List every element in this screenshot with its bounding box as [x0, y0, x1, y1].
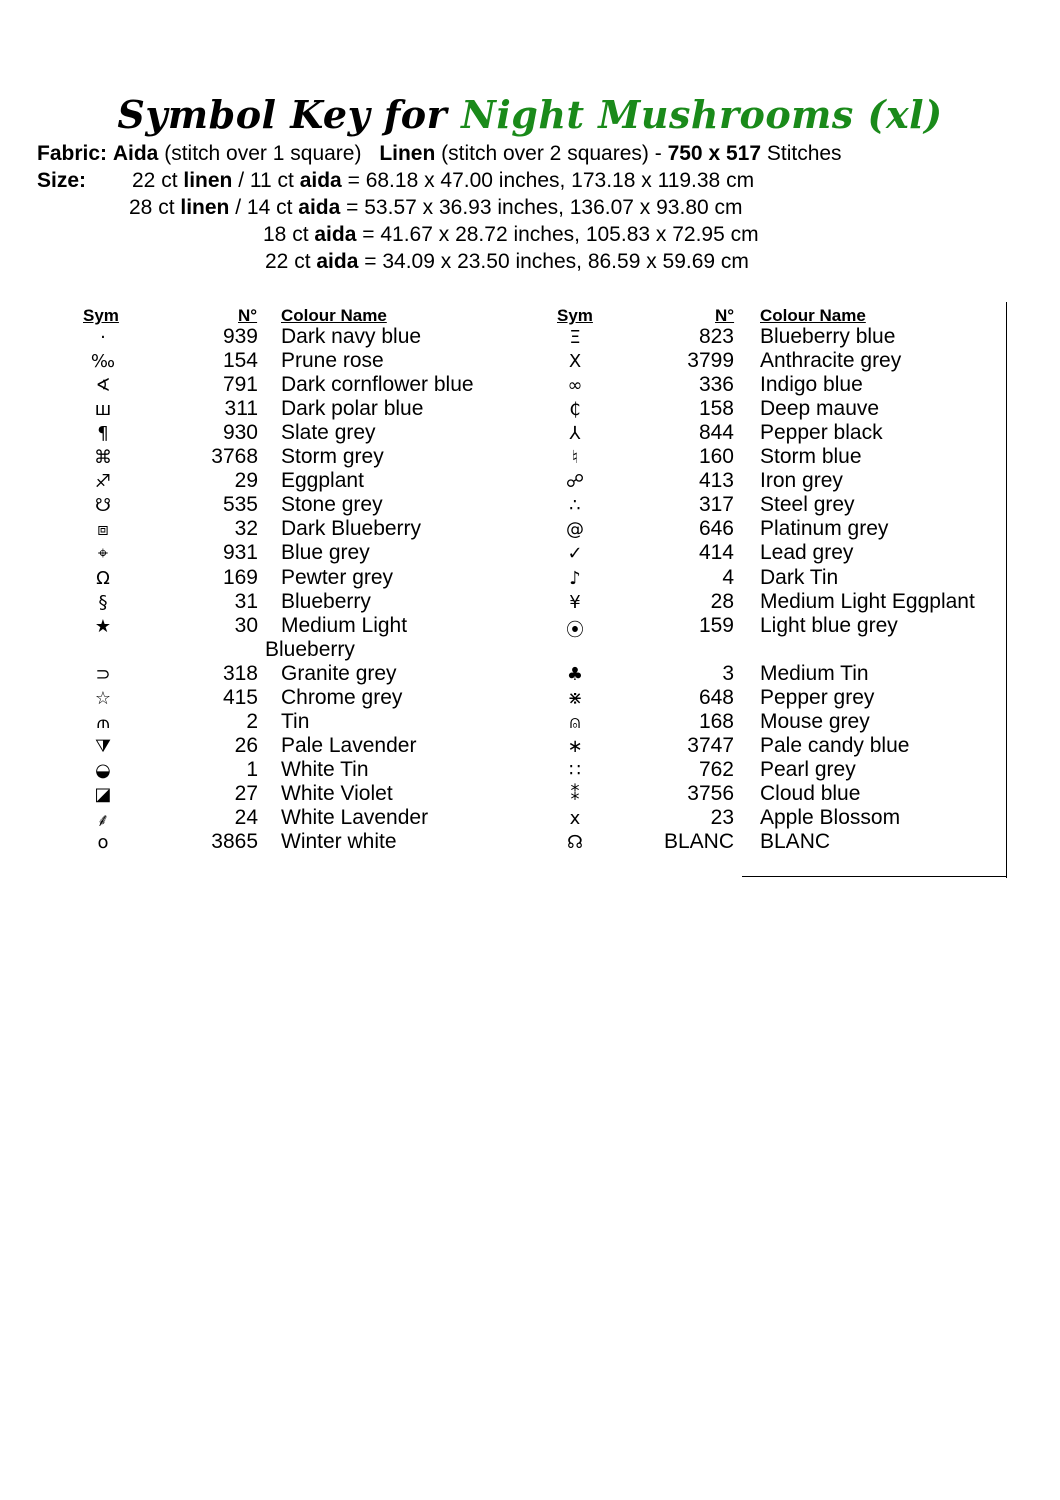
cross-stitch-symbol: ∴: [569, 495, 581, 517]
left-header-num: N°: [238, 306, 258, 325]
size-row-1-lead: 22 ct: [132, 169, 178, 192]
colour-name: Dark cornflower blue: [281, 373, 474, 397]
size-row-1-dims: = 68.18 x 47.00 inches, 173.18 x 119.38 cm: [347, 169, 755, 192]
floss-number: 414: [698, 541, 734, 565]
right-header-num: N°: [715, 306, 735, 325]
floss-number: 27: [234, 781, 258, 805]
colour-name: Steel grey: [760, 493, 855, 517]
floss-number: 29: [234, 469, 258, 493]
stitches-word: Stitches: [766, 142, 842, 165]
floss-number: 3865: [211, 830, 258, 854]
cross-stitch-symbol: Ⅹ: [568, 351, 582, 373]
floss-number: 415: [222, 685, 258, 709]
colour-name: White Violet: [281, 781, 393, 805]
colour-name: Granite grey: [281, 661, 397, 685]
right-header-name: Colour Name: [760, 306, 866, 325]
colour-name: Pearl grey: [760, 757, 856, 781]
floss-number: 535: [222, 493, 258, 517]
size-row-3-dims: = 41.67 x 28.72 inches, 105.83 x 72.95 cm: [362, 223, 759, 246]
floss-number: 28: [710, 589, 734, 613]
size-row-1: [132, 169, 754, 193]
floss-number: 318: [222, 661, 258, 685]
colour-name: Pepper black: [760, 421, 883, 445]
size-row-4-lead: 22 ct: [265, 250, 311, 273]
cross-stitch-symbol: ⸙: [96, 810, 110, 831]
table-bottom-border: [742, 876, 1007, 877]
colour-name: Pale Lavender: [281, 733, 417, 757]
colour-name: Storm grey: [281, 445, 384, 469]
floss-number: 2: [246, 709, 258, 733]
colour-name: Platinum grey: [760, 517, 889, 541]
colour-name: Pale candy blue: [760, 733, 910, 757]
cross-stitch-symbol: ¥: [569, 591, 581, 613]
cross-stitch-symbol: ∷: [569, 759, 581, 781]
colour-name: Stone grey: [281, 493, 383, 517]
size-row-1-mid: / 11 ct: [238, 169, 294, 192]
colour-name: Cloud blue: [760, 781, 861, 805]
colour-name: Indigo blue: [760, 373, 863, 397]
floss-number: 30: [234, 613, 258, 637]
floss-number: 3: [722, 661, 734, 685]
colour-name: Eggplant: [281, 469, 364, 493]
cross-stitch-symbol: ‰: [90, 351, 116, 373]
fabric-aida-note: (stitch over 1 square): [164, 142, 362, 165]
fabric-label: Fabric:: [37, 142, 108, 165]
colour-name: Medium Light: [281, 613, 408, 637]
floss-number: BLANC: [663, 830, 734, 854]
floss-number: 931: [222, 541, 258, 565]
colour-name: White Tin: [281, 757, 369, 781]
colour-name: Iron grey: [760, 469, 843, 493]
fabric-aida: Aida: [112, 142, 159, 165]
cross-stitch-symbol: ★: [94, 615, 112, 637]
fabric-linen-note: (stitch over 2 squares) -: [441, 142, 662, 165]
colour-name-continued: Blueberry: [265, 637, 355, 661]
fabric-linen: Linen: [379, 142, 436, 165]
colour-name: Anthracite grey: [760, 349, 902, 373]
cross-stitch-symbol: ♣: [566, 663, 584, 685]
cross-stitch-symbol: ☊: [567, 832, 583, 854]
colour-name: Medium Light Eggplant: [760, 589, 975, 613]
cross-stitch-symbol: ш: [94, 399, 112, 421]
colour-name: Dark polar blue: [281, 397, 424, 421]
colour-name: Pewter grey: [281, 565, 394, 589]
floss-number: 823: [698, 325, 734, 348]
floss-number: 158: [698, 397, 734, 421]
floss-number: 169: [222, 565, 258, 589]
title-prefix: Symbol Key for: [117, 92, 448, 137]
cross-stitch-symbol: ☆: [94, 687, 112, 709]
cross-stitch-symbol: ♮: [571, 447, 579, 469]
cross-stitch-symbol: ⧩: [94, 735, 112, 757]
cross-stitch-symbol: ⌘: [94, 447, 112, 469]
colour-name: Slate grey: [281, 421, 376, 445]
floss-number: 413: [698, 469, 734, 493]
cross-stitch-symbol: ⧈: [97, 519, 109, 541]
pattern-name: Night Mushrooms (xl): [461, 92, 943, 137]
floss-number: 154: [222, 349, 258, 373]
colour-name: Blue grey: [281, 541, 370, 565]
colour-name: Lead grey: [760, 541, 854, 565]
floss-number: 3756: [687, 781, 734, 805]
floss-number: 31: [234, 589, 258, 613]
floss-number: 159: [698, 613, 734, 637]
size-label: Size:: [37, 169, 87, 192]
stitch-count: 750 x 517: [667, 142, 762, 165]
cross-stitch-symbol: ✓: [567, 543, 583, 565]
size-row-2-lead: 28 ct: [129, 196, 175, 219]
page-title: [0, 92, 1060, 137]
cross-stitch-symbol: ∢: [95, 375, 111, 397]
cross-stitch-symbol: ⍝: [569, 711, 581, 733]
cross-stitch-symbol: ₵: [569, 399, 581, 421]
colour-name: BLANC: [760, 830, 831, 854]
cross-stitch-symbol: ∗: [567, 735, 583, 757]
size-row-4-aida: aida: [316, 250, 359, 273]
colour-name: Medium Tin: [760, 661, 869, 685]
cross-stitch-symbol: x: [569, 808, 581, 829]
colour-name: Winter white: [281, 830, 397, 854]
size-row-2-mid: / 14 ct: [235, 196, 293, 219]
colour-name: White Lavender: [281, 806, 429, 829]
colour-name: Chrome grey: [281, 685, 403, 709]
floss-number: 791: [222, 373, 258, 397]
size-row-4-dims: = 34.09 x 23.50 inches, 86.59 x 59.69 cm: [364, 250, 749, 273]
cross-stitch-symbol: ¶: [97, 423, 109, 445]
floss-number: 939: [222, 325, 258, 348]
floss-number: 317: [698, 493, 734, 517]
cross-stitch-symbol: ·: [100, 327, 106, 348]
floss-number: 3768: [211, 445, 258, 469]
colour-name: Apple Blossom: [760, 806, 901, 829]
floss-number: 24: [234, 806, 258, 829]
floss-number: 3799: [687, 349, 734, 373]
size-row-2-linen: linen: [180, 196, 230, 219]
floss-number: 336: [698, 373, 734, 397]
colour-name: Light blue grey: [760, 613, 898, 637]
cross-stitch-symbol: ⁑: [570, 783, 580, 805]
colour-name: Dark navy blue: [281, 325, 422, 348]
cross-stitch-symbol: §: [98, 591, 108, 613]
size-row-2-dims: = 53.57 x 36.93 inches, 136.07 x 93.80 cm: [346, 196, 743, 219]
cross-stitch-symbol: ⌖: [97, 543, 109, 565]
left-header-name: Colour Name: [281, 306, 387, 325]
right-header-sym: Sym: [557, 306, 593, 325]
colour-name: Prune rose: [281, 349, 384, 373]
table-right-border: [1006, 302, 1007, 878]
floss-number: 32: [234, 517, 258, 541]
floss-number: 1: [246, 757, 258, 781]
cross-stitch-symbol: ∞: [567, 375, 583, 397]
colour-name: Storm blue: [760, 445, 862, 469]
colour-name: Blueberry blue: [760, 325, 896, 348]
colour-name: Pepper grey: [760, 685, 875, 709]
size-row-3-aida: aida: [314, 223, 357, 246]
cross-stitch-symbol: @: [566, 519, 584, 541]
cross-stitch-symbol: ⊃: [95, 663, 111, 685]
colour-name: Deep mauve: [760, 397, 880, 421]
size-row-1-linen: linen: [183, 169, 233, 192]
floss-number: 844: [698, 421, 734, 445]
cross-stitch-symbol: ♐: [94, 471, 112, 493]
cross-stitch-symbol: ◪: [94, 783, 112, 805]
left-header-sym: Sym: [83, 306, 119, 325]
colour-name: Dark Blueberry: [281, 517, 422, 541]
cross-stitch-symbol: ⅄: [569, 423, 581, 445]
floss-number: 648: [698, 685, 734, 709]
floss-number: 311: [224, 397, 258, 421]
fabric-line: [37, 142, 842, 166]
cross-stitch-symbol: ⫙: [96, 711, 110, 733]
cross-stitch-symbol: ◒: [95, 759, 111, 781]
floss-number: 930: [222, 421, 258, 445]
colour-name: Dark Tin: [760, 565, 839, 589]
colour-name: Blueberry: [281, 589, 371, 613]
cross-stitch-symbol: ♪: [569, 567, 581, 589]
floss-number: 646: [698, 517, 734, 541]
size-row-2-aida: aida: [298, 196, 341, 219]
floss-number: 168: [698, 709, 734, 733]
floss-number: 4: [722, 565, 734, 589]
cross-stitch-symbol: Ω: [96, 567, 110, 589]
cross-stitch-symbol: ⋇: [567, 687, 583, 709]
colour-name: Tin: [281, 709, 310, 733]
size-row-4: [265, 250, 749, 274]
cross-stitch-symbol: ☋: [95, 495, 111, 517]
cross-stitch-symbol: ⦿: [566, 619, 584, 641]
size-row-3: [263, 223, 759, 247]
size-row-3-lead: 18 ct: [263, 223, 309, 246]
cross-stitch-symbol: Ξ: [569, 327, 581, 348]
size-row-1-aida: aida: [299, 169, 342, 192]
cross-stitch-symbol: ☍: [565, 471, 585, 493]
floss-number: 26: [234, 733, 258, 757]
floss-number: 160: [698, 445, 734, 469]
cross-stitch-symbol: o: [97, 832, 109, 854]
floss-number: 23: [710, 806, 734, 829]
size-row-2: [129, 196, 743, 220]
floss-number: 3747: [687, 733, 734, 757]
floss-number: 762: [698, 757, 734, 781]
colour-name: Mouse grey: [760, 709, 870, 733]
